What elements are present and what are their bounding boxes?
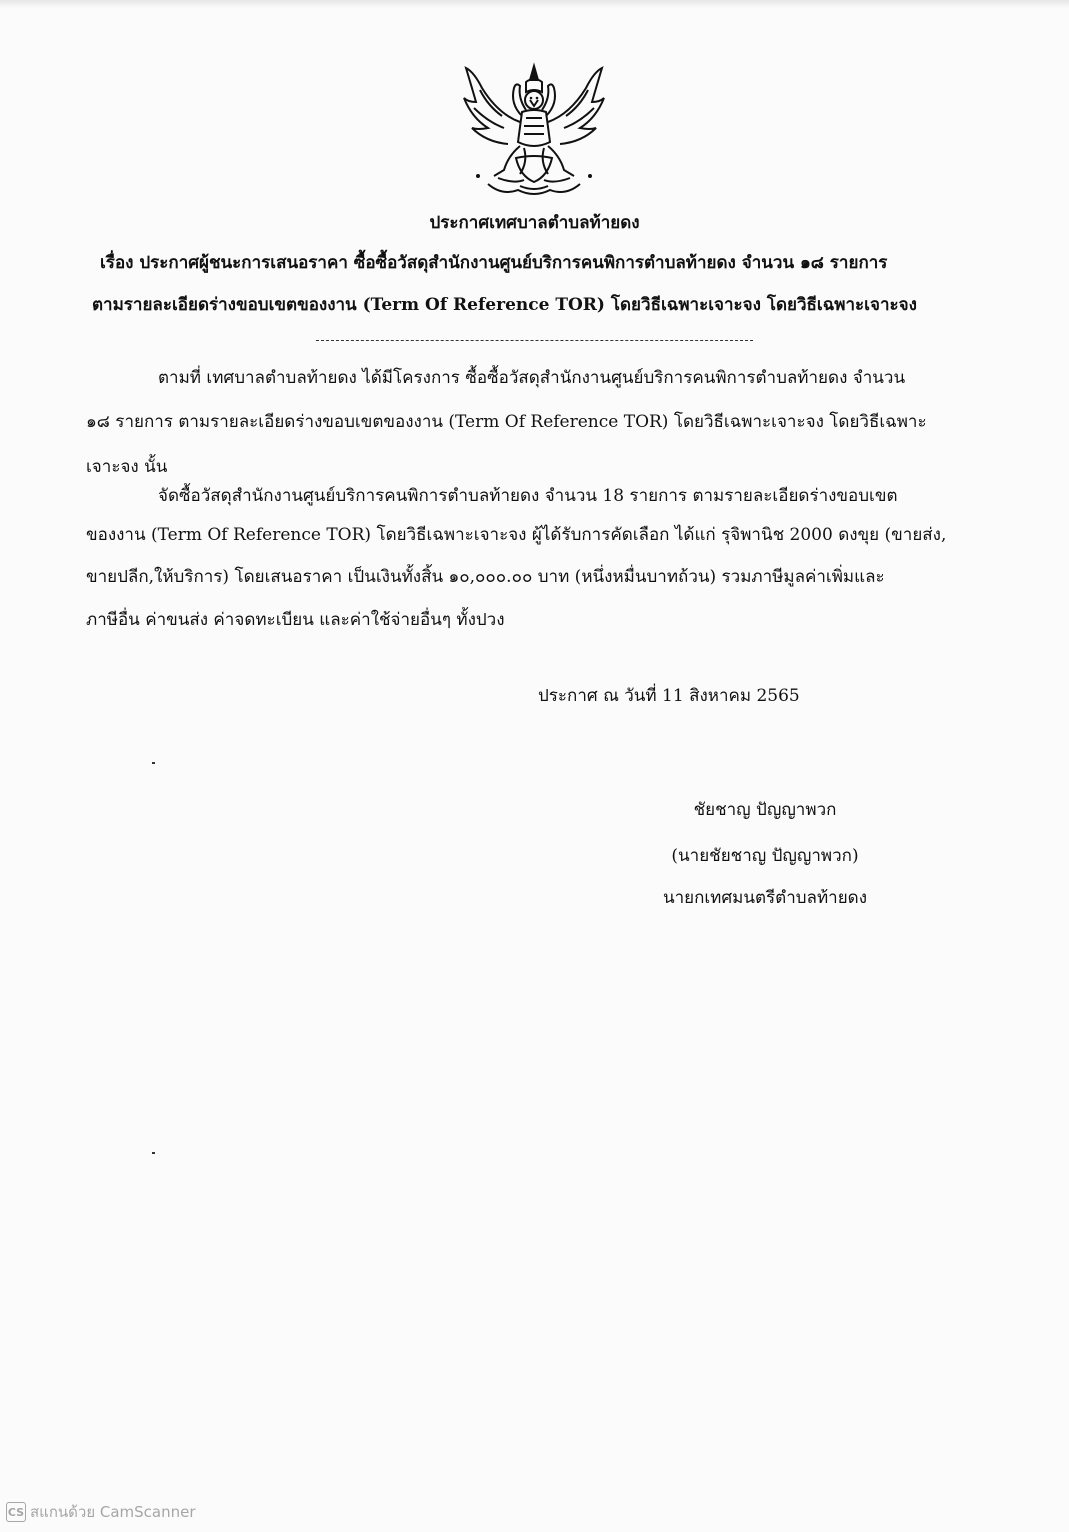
paragraph-1-line-3: เจาะจง นั้น — [86, 457, 168, 477]
garuda-emblem-icon — [458, 58, 610, 200]
signature-full-name: (นายชัยชาญ ปัญญาพวก) — [671, 846, 859, 866]
subject-line-2: ตามรายละเอียดร่างขอบเขตของงาน (Term Of Reference TOR) โดยวิธีเฉพาะเจาะจง โดยวิธีเฉพาะเจาะจง — [92, 295, 917, 315]
document-title: ประกาศเทศบาลตำบลท้ายดง — [429, 213, 640, 233]
subject-line-1: เรื่อง ประกาศผู้ชนะการเสนอราคา ซื้อซื้อวัสดุสำนักงานศูนย์บริการคนพิการตำบลท้ายดง จำนวน ๑๘ รายการ — [100, 253, 888, 273]
scan-top-edge — [0, 0, 1069, 8]
scan-speck — [152, 762, 155, 764]
camscanner-logo-icon: CS — [6, 1502, 26, 1522]
paragraph-2-line-1: จัดซื้อวัสดุสำนักงานศูนย์บริการคนพิการตำบลท้ายดง จำนวน 18 รายการ ตามรายละเอียดร่างขอบเขต — [158, 486, 898, 506]
signature-name: ชัยชาญ ปัญญาพวก — [693, 800, 837, 820]
paragraph-2-line-3: ขายปลีก,ให้บริการ) โดยเสนอราคา เป็นเงินทั้งสิ้น ๑๐,๐๐๐.๐๐ บาท (หนึ่งหมื่นบาทถ้วน) รวมภาษีมูลค่าเพิ่มและ — [86, 567, 885, 587]
camscanner-text: สแกนด้วย CamScanner — [30, 1503, 196, 1521]
paragraph-1-line-1: ตามที่ เทศบาลตำบลท้ายดง ได้มีโครงการ ซื้อซื้อวัสดุสำนักงานศูนย์บริการคนพิการตำบลท้ายดง จำนวน — [158, 368, 906, 388]
scan-speck — [152, 1152, 155, 1154]
camscanner-watermark — [6, 1500, 196, 1524]
announcement-date: ประกาศ ณ วันที่ 11 สิงหาคม 2565 — [538, 686, 800, 706]
paragraph-2-line-4: ภาษีอื่น ค่าขนส่ง ค่าจดทะเบียน และค่าใช้จ่ายอื่นๆ ทั้งปวง — [86, 610, 505, 630]
signature-position: นายกเทศมนตรีตำบลท้ายดง — [662, 888, 868, 908]
paragraph-2-line-2: ของงาน (Term Of Reference TOR) โดยวิธีเฉพาะเจาะจง ผู้ได้รับการคัดเลือก ได้แก่ รุจิพานิช 2000 ดงขุย (ขายส่ง, — [86, 525, 947, 545]
paragraph-1-line-2: ๑๘ รายการ ตามรายละเอียดร่างขอบเขตของงาน (Term Of Reference TOR) โดยวิธีเฉพาะเจาะจง โดยวิธีเฉพาะ — [86, 412, 927, 432]
dashed-divider — [316, 340, 753, 341]
